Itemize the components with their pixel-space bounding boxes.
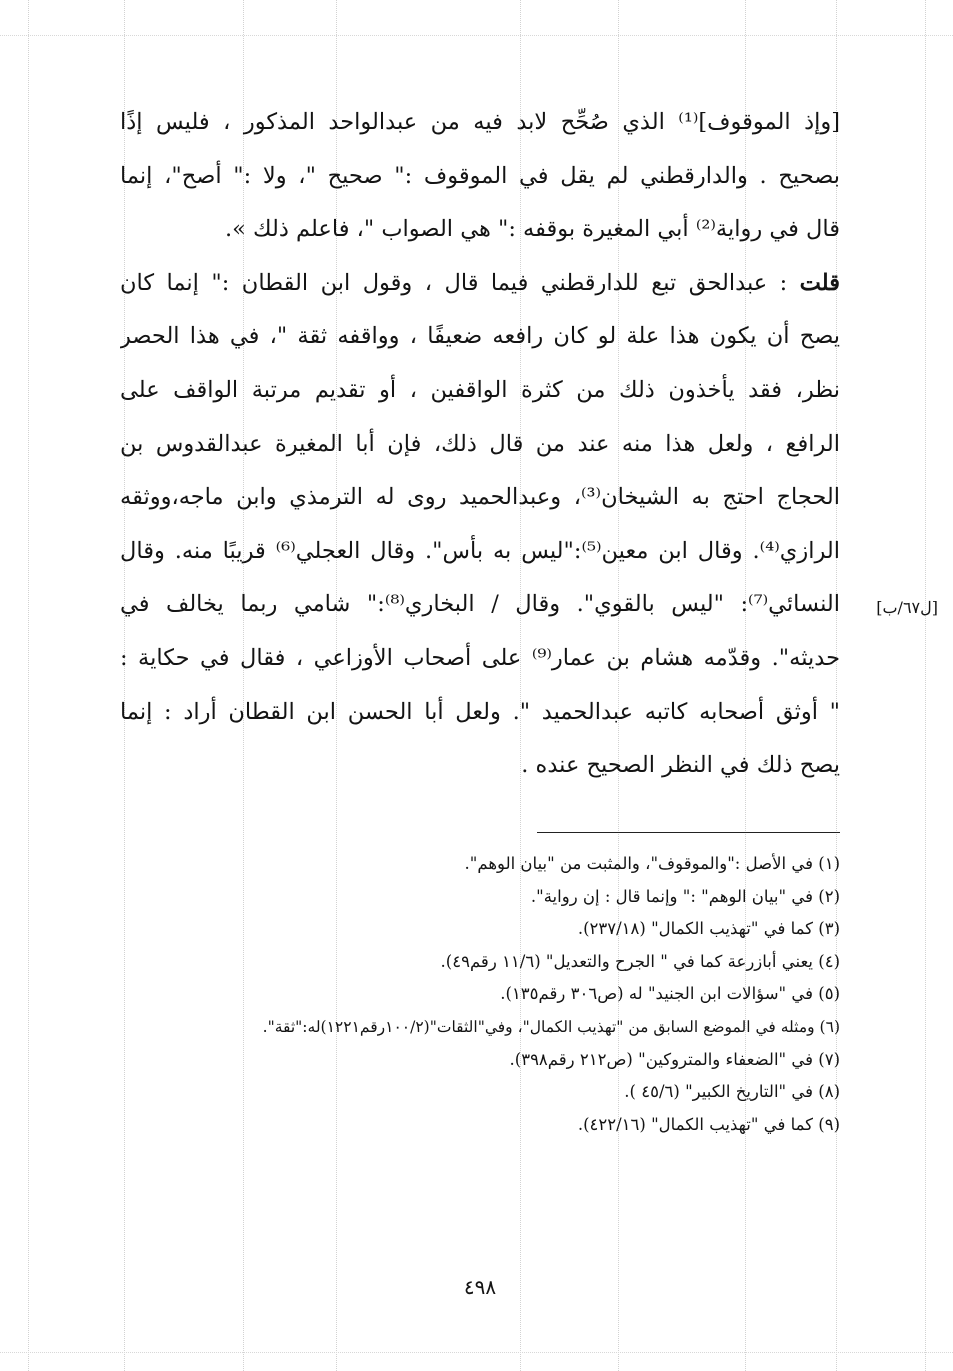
body-line: الرازي⁽⁴⁾. وقال ابن معين⁽⁵⁾:"ليس به بأس". وقال العجلي⁽⁶⁾ قريبًا منه. وقال	[120, 537, 840, 564]
footnote: (٩) كما في "تهذيب الكمال" (٤٢٢/١٦).	[577, 1114, 840, 1134]
body-line: بصحيح . والدارقطني لم يقل في الموقوف :" صحيح "، ولا :" أصح"، إنما	[120, 162, 840, 189]
scan-guide-line	[0, 1352, 953, 1353]
body-line: يصح أن يكون هذا علة لو كان رافعه ضعيفًا ، وواقفه ثقة "، في هذا الحصر	[120, 323, 840, 350]
body-line-rest: عبدالحق تبع للدارقطني فيما قال ، وقول ابن القطان :" إنما كان	[120, 269, 768, 296]
body-line: نظر، فقد يأخذون ذلك من كثرة الواقفين ، أو تقديم مرتبة الواقف على	[120, 376, 840, 403]
body-line-with-qult	[120, 257, 840, 311]
footnotes	[124, 848, 840, 1141]
body-line: يصح ذلك في النظر الصحيح عنده .	[521, 752, 840, 779]
body-line: حديثه". وقدّمه هشام بن عمار⁽⁹⁾ على أصحاب الأوزاعي ، فقال في حكاية :	[120, 644, 840, 671]
footnote: (٣) كما في "تهذيب الكمال" (٢٣٧/١٨).	[577, 919, 840, 939]
body-line: الحجاج احتج به الشيخان⁽³⁾، وعبدالحميد روى له الترمذي وابن ماجه،ووثقه	[120, 484, 840, 511]
qult-label: قلت	[799, 269, 840, 296]
footnote: (٦) ومثله في الموضع السابق من "تهذيب الكمال"، وفي"الثقات"(١٠٠/٢رقم١٢٢١)له:"ثقة".	[262, 1017, 840, 1036]
scan-guide-line	[0, 35, 953, 36]
page-number: ٤٩٨	[463, 1275, 497, 1299]
body-line: النسائي⁽⁷⁾: "ليس بالقوي". وقال / البخاري⁽⁸⁾:" شامي ربما يخالف في	[120, 591, 840, 618]
footnote: (٢) في "بيان الوهم" :" وإنما قال : إن رواية".	[530, 886, 840, 906]
footnote: (٨) في "التاريخ الكبير" (٤٥/٦ ).	[624, 1082, 840, 1102]
manuscript-folio-marker: [ل٦٧/ب]	[876, 598, 938, 617]
body-line: " أوثق أصحابه كاتبه عبدالحميد ". ولعل أبا الحسن ابن القطان أراد : إنما	[120, 698, 840, 725]
footnote-separator	[537, 832, 840, 833]
qult-suffix: :	[767, 269, 800, 296]
scan-guide-line	[28, 0, 29, 1371]
scan-guide-line	[925, 0, 926, 1371]
body-line: قال في رواية⁽²⁾ أبي المغيرة بوقفه :" هي الصواب "، فاعلم ذلك ».	[224, 216, 840, 243]
footnote: (٧) في "الضعفاء والمتروكين" (ص٢١٢ رقم٣٩٨).	[509, 1049, 840, 1069]
footnote: (٥) في "سؤالات ابن الجنيد" له (ص٣٠٦ رقم١٣٥).	[500, 984, 840, 1004]
footnote: (١) في الأصل :"والموقوف"، والمثبت من "بيان الوهم".	[464, 854, 840, 873]
body-line: [وإذ الموقوف]⁽¹⁾ الذي صُحِّح لابد فيه من عبدالواحد المذكور ، فليس إذًا	[120, 109, 840, 135]
main-body-text	[120, 96, 840, 793]
body-line: الرافع ، ولعل هذا منه عند من قال ذلك، فإن أبا المغيرة عبدالقدوس بن	[120, 430, 840, 457]
footnote: (٤) يعني أبازرعة كما في " الجرح والتعديل" (١١/٦ رقم٤٩).	[440, 951, 840, 971]
